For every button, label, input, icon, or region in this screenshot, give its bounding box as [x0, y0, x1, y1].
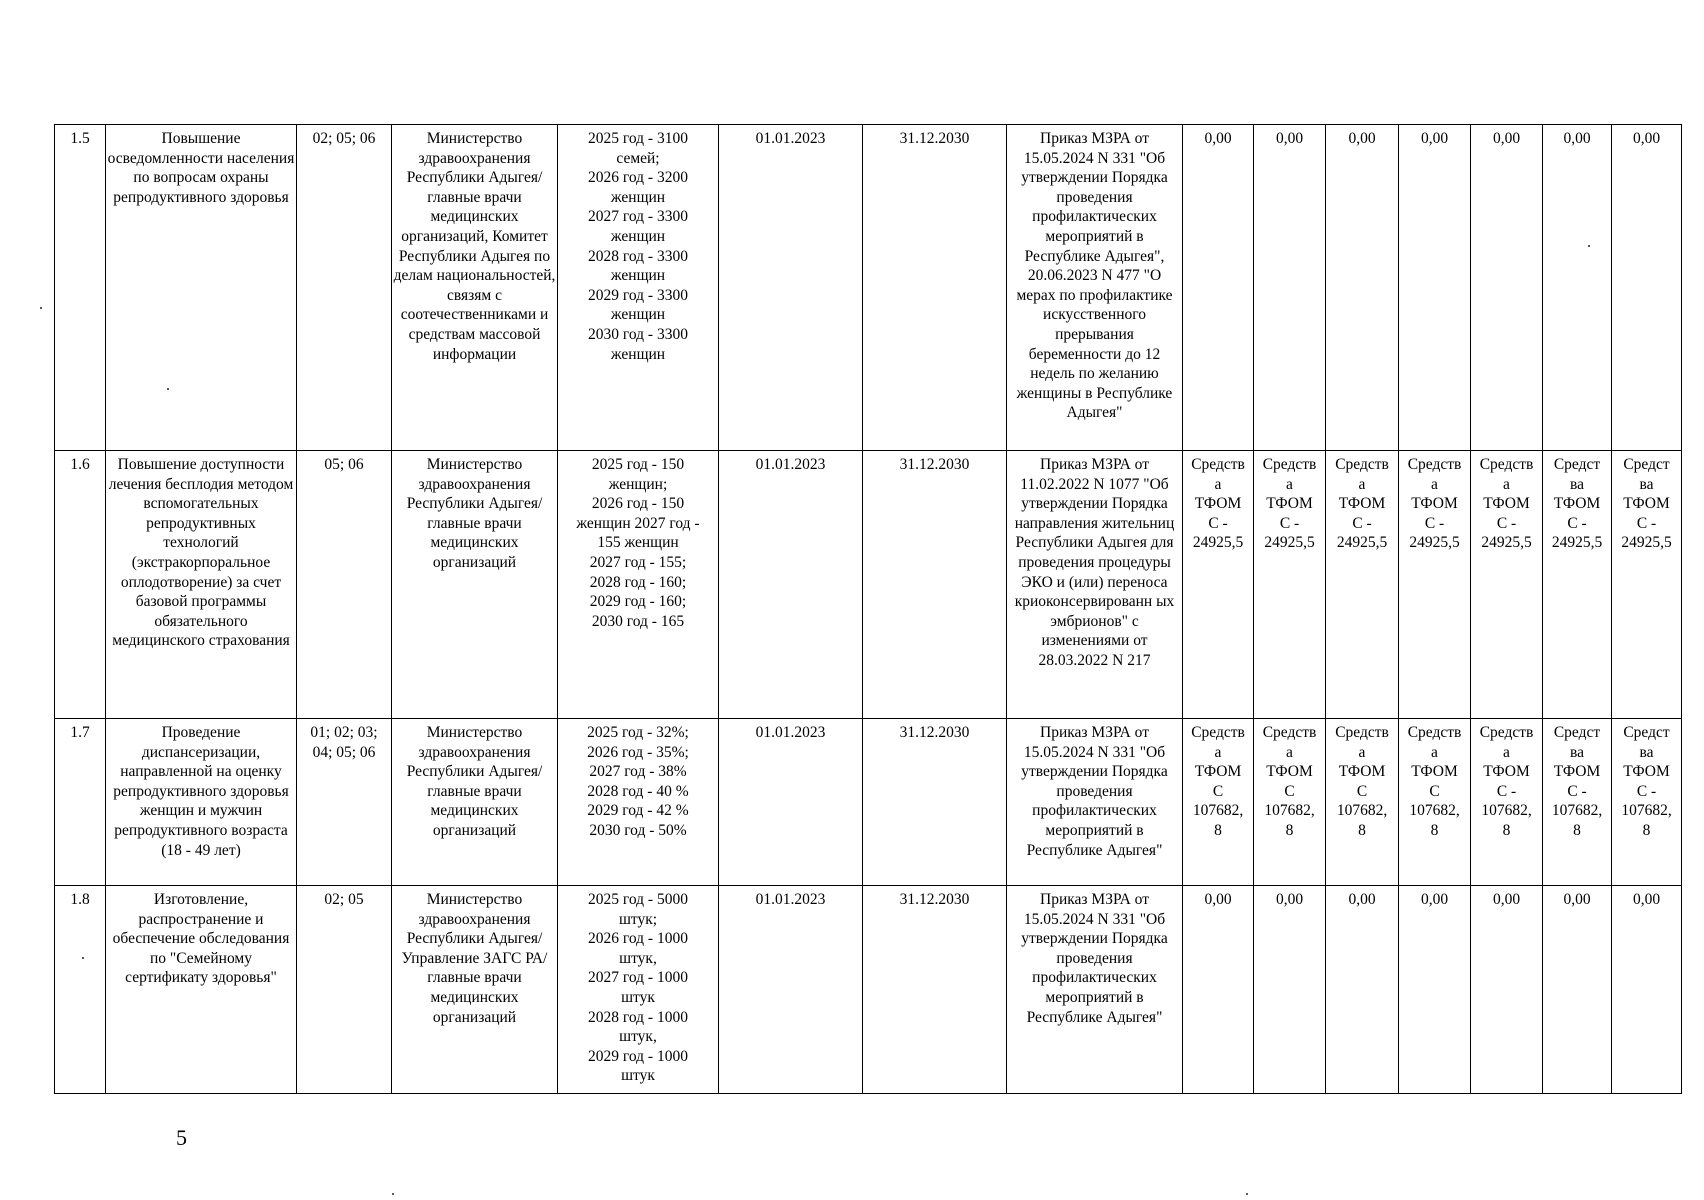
- goal-codes: 02; 05; 06: [297, 125, 392, 451]
- scan-speck: [82, 957, 84, 959]
- legal-document: Приказ МЗРА от 15.05.2024 N 331 "Об утверждении Порядка проведения профилактических мероприятий в Республике Адыгея": [1007, 886, 1183, 1094]
- indicator-values: 2025 год - 150 женщин; 2026 год - 150 женщин 2027 год - 155 женщин 2027 год - 155; 2028 год - 160; 2029 год - 160; 2030 год - 165: [558, 451, 719, 719]
- executor: Министерство здравоохранения Республики Адыгея/главные врачи медицинских организаций: [392, 719, 558, 886]
- finance-year-6: Средст ва ТФОМ С - 107682, 8: [1543, 719, 1612, 886]
- goal-codes: 01; 02; 03; 04; 05; 06: [297, 719, 392, 886]
- finance-year-7: Средст ва ТФОМ С - 107682, 8: [1612, 719, 1682, 886]
- start-date: 01.01.2023: [719, 451, 863, 719]
- finance-year-2: Средств а ТФОМ С 107682, 8: [1254, 719, 1326, 886]
- start-date: 01.01.2023: [719, 125, 863, 451]
- start-date: 01.01.2023: [719, 886, 863, 1094]
- finance-year-2: 0,00: [1254, 125, 1326, 451]
- finance-year-5: Средств а ТФОМ С - 107682, 8: [1471, 719, 1543, 886]
- end-date: 31.12.2030: [863, 886, 1007, 1094]
- end-date: 31.12.2030: [863, 719, 1007, 886]
- finance-year-3: Средств а ТФОМ С - 24925,5: [1326, 451, 1399, 719]
- finance-year-1: Средств а ТФОМ С 107682, 8: [1183, 719, 1254, 886]
- finance-year-7: 0,00: [1612, 886, 1682, 1094]
- finance-year-1: Средств а ТФОМ С - 24925,5: [1183, 451, 1254, 719]
- scan-speck: [167, 388, 169, 390]
- goal-codes: 05; 06: [297, 451, 392, 719]
- end-date: 31.12.2030: [863, 451, 1007, 719]
- indicator-values: 2025 год - 5000 штук; 2026 год - 1000 штук, 2027 год - 1000 штук 2028 год - 1000 штук, 2029 год - 1000 штук: [558, 886, 719, 1094]
- scan-speck: [40, 307, 42, 309]
- row-number: 1.7: [55, 719, 106, 886]
- legal-document: Приказ МЗРА от 11.02.2022 N 1077 "Об утверждении Порядка направления жительниц Республики Адыгея для проведения процедуры ЭКО и (или) переноса криоконсервированн ых эмбрионов" с изменениями от 28.03.2022 N 217: [1007, 451, 1183, 719]
- start-date: 01.01.2023: [719, 719, 863, 886]
- finance-year-4: Средств а ТФОМ С - 24925,5: [1399, 451, 1471, 719]
- goal-codes: 02; 05: [297, 886, 392, 1094]
- finance-year-3: Средств а ТФОМ С 107682, 8: [1326, 719, 1399, 886]
- scan-speck: [1246, 1193, 1248, 1195]
- executor: Министерство здравоохранения Республики Адыгея/главные врачи медицинских организаций: [392, 451, 558, 719]
- measure-name: Изготовление, распространение и обеспечение обследования по "Семейному сертификату здоровья": [106, 886, 297, 1094]
- finance-year-3: 0,00: [1326, 886, 1399, 1094]
- finance-year-2: Средств а ТФОМ С - 24925,5: [1254, 451, 1326, 719]
- measure-name: Повышение осведомленности населения по вопросам охраны репродуктивного здоровья: [106, 125, 297, 451]
- finance-year-6: 0,00: [1543, 125, 1612, 451]
- end-date: 31.12.2030: [863, 125, 1007, 451]
- table-row: [55, 451, 1682, 719]
- table-row: [55, 719, 1682, 886]
- row-number: 1.6: [55, 451, 106, 719]
- finance-year-1: 0,00: [1183, 125, 1254, 451]
- finance-year-7: Средст ва ТФОМ С - 24925,5: [1612, 451, 1682, 719]
- table-row: [55, 125, 1682, 451]
- table-row: [55, 886, 1682, 1094]
- finance-year-2: 0,00: [1254, 886, 1326, 1094]
- finance-year-6: Средст ва ТФОМ С - 24925,5: [1543, 451, 1612, 719]
- row-number: 1.8: [55, 886, 106, 1094]
- finance-year-4: 0,00: [1399, 125, 1471, 451]
- finance-year-4: 0,00: [1399, 886, 1471, 1094]
- scan-speck: [1588, 245, 1590, 247]
- measure-name: Повышение доступности лечения бесплодия методом вспомогательных репродуктивных технологий (экстракорпоральное оплодотворение) за счет базовой программы обязательного медицинского страхования: [106, 451, 297, 719]
- finance-year-3: 0,00: [1326, 125, 1399, 451]
- indicator-values: 2025 год - 3100 семей; 2026 год - 3200 женщин 2027 год - 3300 женщин 2028 год - 3300 женщин 2029 год - 3300 женщин 2030 год - 3300 женщин: [558, 125, 719, 451]
- finance-year-7: 0,00: [1612, 125, 1682, 451]
- legal-document: Приказ МЗРА от 15.05.2024 N 331 "Об утверждении Порядка проведения профилактических мероприятий в Республике Адыгея": [1007, 719, 1183, 886]
- indicator-values: 2025 год - 32%; 2026 год - 35%; 2027 год - 38% 2028 год - 40 % 2029 год - 42 % 2030 год - 50%: [558, 719, 719, 886]
- finance-year-5: 0,00: [1471, 125, 1543, 451]
- executor: Министерство здравоохранения Республики Адыгея/главные врачи медицинских организаций, Комитет Республики Адыгея по делам национальностей, связям с соотечественниками и средствам массовой информации: [392, 125, 558, 451]
- page-number: 5: [176, 1125, 187, 1150]
- measures-table: [54, 124, 1682, 1094]
- scan-speck: [392, 1193, 394, 1195]
- finance-year-5: Средств а ТФОМ С - 24925,5: [1471, 451, 1543, 719]
- finance-year-4: Средств а ТФОМ С 107682, 8: [1399, 719, 1471, 886]
- finance-year-5: 0,00: [1471, 886, 1543, 1094]
- measure-name: Проведение диспансеризации, направленной на оценку репродуктивного здоровья женщин и мужчин репродуктивного возраста (18 - 49 лет): [106, 719, 297, 886]
- executor: Министерство здравоохранения Республики Адыгея/Управление ЗАГС РА/главные врачи медицинских организаций: [392, 886, 558, 1094]
- legal-document: Приказ МЗРА от 15.05.2024 N 331 "Об утверждении Порядка проведения профилактических мероприятий в Республике Адыгея", 20.06.2023 N 477 "О мерах по профилактике искусственного прерывания беременности до 12 недель по желанию женщины в Республике Адыгея": [1007, 125, 1183, 451]
- finance-year-6: 0,00: [1543, 886, 1612, 1094]
- finance-year-1: 0,00: [1183, 886, 1254, 1094]
- row-number: 1.5: [55, 125, 106, 451]
